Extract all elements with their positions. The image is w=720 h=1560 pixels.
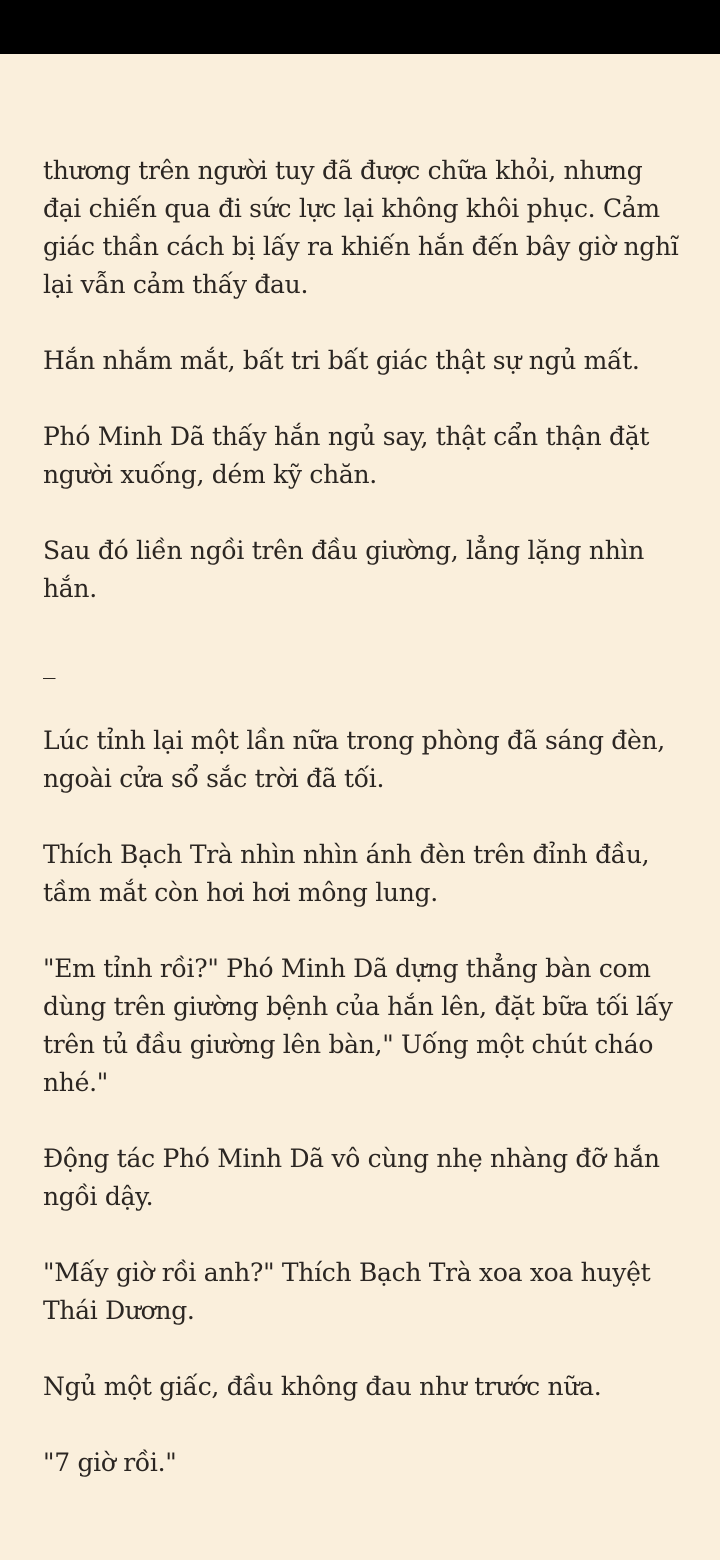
paragraph: thương trên người tuy đã được chữa khỏi, nhưng đại chiến qua đi sức lực lại không khôi phục. Cảm giác thần cách bị lấy ra khiến hắn đến bây giờ nghĩ lại vẫn cảm thấy đau. [43, 156, 679, 299]
paragraph: Ngủ một giấc, đầu không đau như trước nữa. [43, 1372, 602, 1401]
paragraph: "7 giờ rồi." [43, 1448, 177, 1477]
paragraph: Động tác Phó Minh Dã vô cùng nhẹ nhàng đỡ hắn ngồi dậy. [43, 1144, 660, 1211]
paragraph: Sau đó liền ngồi trên đầu giường, lẳng lặng nhìn hắn. [43, 536, 645, 603]
status-bar [0, 0, 720, 54]
paragraph: Hắn nhắm mắt, bất tri bất giác thật sự ngủ mất. [43, 346, 640, 375]
paragraph: "Em tỉnh rồi?" Phó Minh Dã dựng thẳng bàn com dùng trên giường bệnh của hắn lên, đặt bữa tối lấy trên tủ đầu giường lên bàn," Uống một chút cháo nhé." [43, 954, 673, 1097]
paragraph: Thích Bạch Trà nhìn nhìn ánh đèn trên đỉnh đầu, tầm mắt còn hơi hơi mông lung. [43, 840, 650, 907]
section-divider: _ [43, 650, 56, 679]
paragraph: Lúc tỉnh lại một lần nữa trong phòng đã sáng đèn, ngoài cửa sổ sắc trời đã tối. [43, 726, 665, 793]
paragraph: "Mấy giờ rồi anh?" Thích Bạch Trà xoa xoa huyệt Thái Dương. [43, 1258, 651, 1325]
reader-content[interactable] [43, 152, 679, 1520]
paragraph: Phó Minh Dã thấy hắn ngủ say, thật cẩn thận đặt người xuống, dém kỹ chăn. [43, 422, 650, 489]
